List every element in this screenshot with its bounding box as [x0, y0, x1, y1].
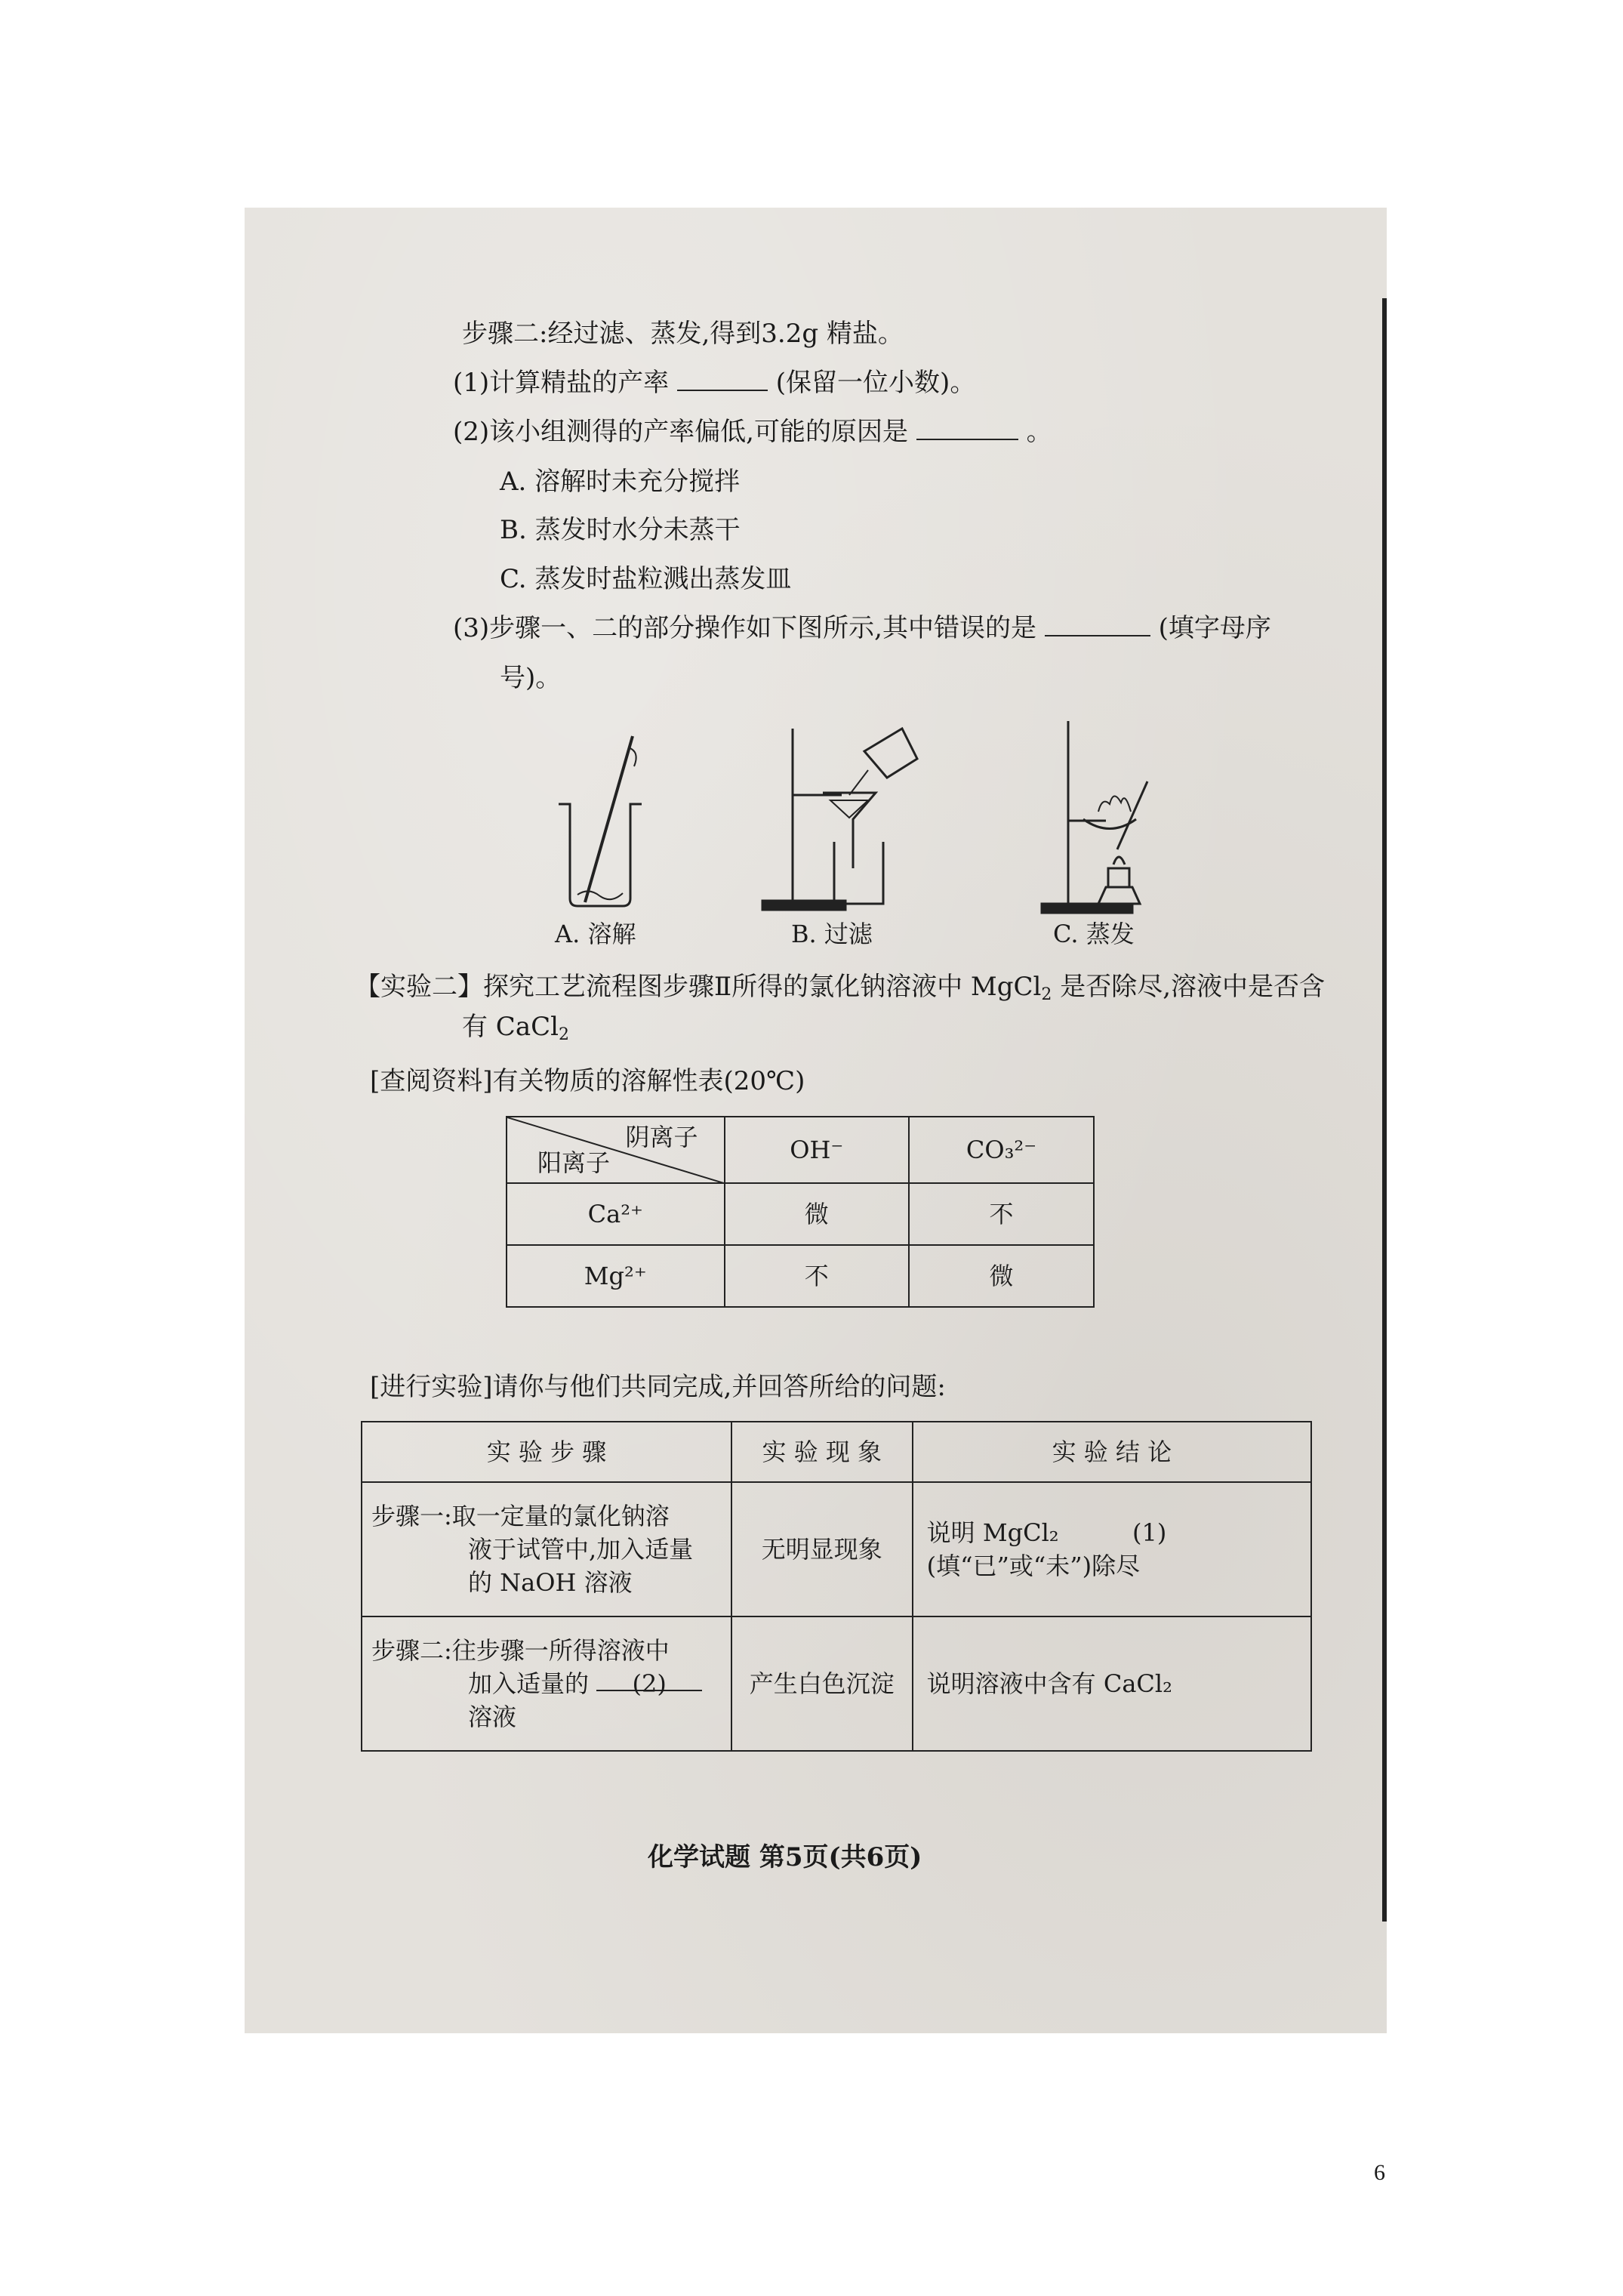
- anion-carbonate: CO₃²⁻: [909, 1117, 1094, 1183]
- table-row: [507, 1245, 1094, 1307]
- question-1-text: (1)计算精盐的产率: [453, 368, 670, 398]
- cation-header: 阳离子: [537, 1148, 611, 1177]
- answer-blank-1[interactable]: [677, 367, 768, 391]
- filtration-apparatus-icon: [762, 729, 917, 910]
- step2-intro: 步骤二:经过滤、蒸发,得到3.2g 精盐。: [462, 319, 904, 349]
- solubility-cell: 微: [909, 1245, 1094, 1307]
- reference-title: [查阅资料]有关物质的溶解性表(20℃): [370, 1066, 805, 1096]
- question-2: [453, 415, 1052, 448]
- question-3-note: (填字母序: [1158, 613, 1271, 643]
- figure-label-b: B. 过滤: [791, 920, 873, 948]
- page-footer: 化学试题 第5页(共6页): [648, 1842, 922, 1872]
- conclusion-2: 说明溶液中含有 CaCl₂: [913, 1616, 1311, 1751]
- question-2-text: (2)该小组测得的产率偏低,可能的原因是: [453, 417, 908, 447]
- anion-header: 阴离子: [625, 1123, 698, 1151]
- scan-edge: [1382, 298, 1387, 1922]
- figure-label-c: C. 蒸发: [1053, 920, 1135, 948]
- procedure-table: [361, 1421, 1312, 1752]
- solubility-cell: 不: [909, 1183, 1094, 1245]
- anion-hydroxide: OH⁻: [725, 1117, 909, 1183]
- solubility-cell: 微: [725, 1183, 909, 1245]
- solubility-table: [506, 1116, 1095, 1308]
- option-a: A. 溶解时未充分搅拌: [500, 467, 741, 497]
- experiment-2-line-1: 【实验二】探究工艺流程图步骤Ⅱ所得的氯化钠溶液中 MgCl$_2$ 是否除尽,溶液中是否含: [355, 972, 1326, 1004]
- step-1-cell: 步骤一:取一定量的氯化钠溶 液于试管中,加入适量 的 NaOH 溶液: [362, 1482, 731, 1616]
- option-c: C. 蒸发时盐粒溅出蒸发皿: [500, 564, 792, 594]
- question-3: [453, 612, 1271, 645]
- table-row: [507, 1183, 1094, 1245]
- question-1: [453, 366, 975, 399]
- header-step: 实 验 步 骤: [362, 1422, 731, 1482]
- lab-figures: [544, 706, 1298, 925]
- evaporation-apparatus-icon: [1042, 721, 1147, 913]
- experiment-2-line-2: 有 CaCl$_2$: [462, 1012, 569, 1044]
- page-number: 6: [1374, 2160, 1385, 2185]
- answer-blank-5[interactable]: (2): [596, 1667, 702, 1691]
- header-phenomenon: 实 验 现 象: [731, 1422, 913, 1482]
- question-2-end: 。: [1026, 417, 1052, 447]
- answer-blank-2[interactable]: [916, 416, 1018, 440]
- phenomenon-2: 产生白色沉淀: [731, 1616, 913, 1751]
- header-conclusion: 实 验 结 论: [913, 1422, 1311, 1482]
- option-b: B. 蒸发时水分未蒸干: [500, 515, 741, 545]
- phenomenon-1: 无明显现象: [731, 1482, 913, 1616]
- table-row: [362, 1616, 1311, 1751]
- question-1-note: (保留一位小数)。: [775, 368, 976, 398]
- figure-label-a: A. 溶解: [555, 920, 636, 948]
- cation-calcium: Ca²⁺: [507, 1183, 725, 1245]
- question-3-text: (3)步骤一、二的部分操作如下图所示,其中错误的是: [453, 613, 1036, 643]
- experiment-2-label: 【实验二】: [355, 972, 483, 1002]
- experiment-2-text: 探究工艺流程图步骤Ⅱ所得的氯化钠溶液中 MgCl: [483, 972, 1042, 1002]
- answer-blank-4[interactable]: (1): [1132, 1518, 1167, 1547]
- solubility-cell: 不: [725, 1245, 909, 1307]
- procedure-title: [进行实验]请你与他们共同完成,并回答所给的问题:: [370, 1372, 946, 1402]
- beaker-stirring-icon: [559, 736, 642, 906]
- question-3-end: 号)。: [500, 663, 562, 693]
- diagonal-header-cell: [507, 1117, 725, 1183]
- step-2-cell: 步骤二:往步骤一所得溶液中 加入适量的 (2) 溶液: [362, 1616, 731, 1751]
- table-row: [362, 1482, 1311, 1616]
- cation-magnesium: Mg²⁺: [507, 1245, 725, 1307]
- conclusion-1: 说明 MgCl₂ (1) (填“已”或“未”)除尽: [913, 1482, 1311, 1616]
- answer-blank-3[interactable]: [1045, 612, 1150, 636]
